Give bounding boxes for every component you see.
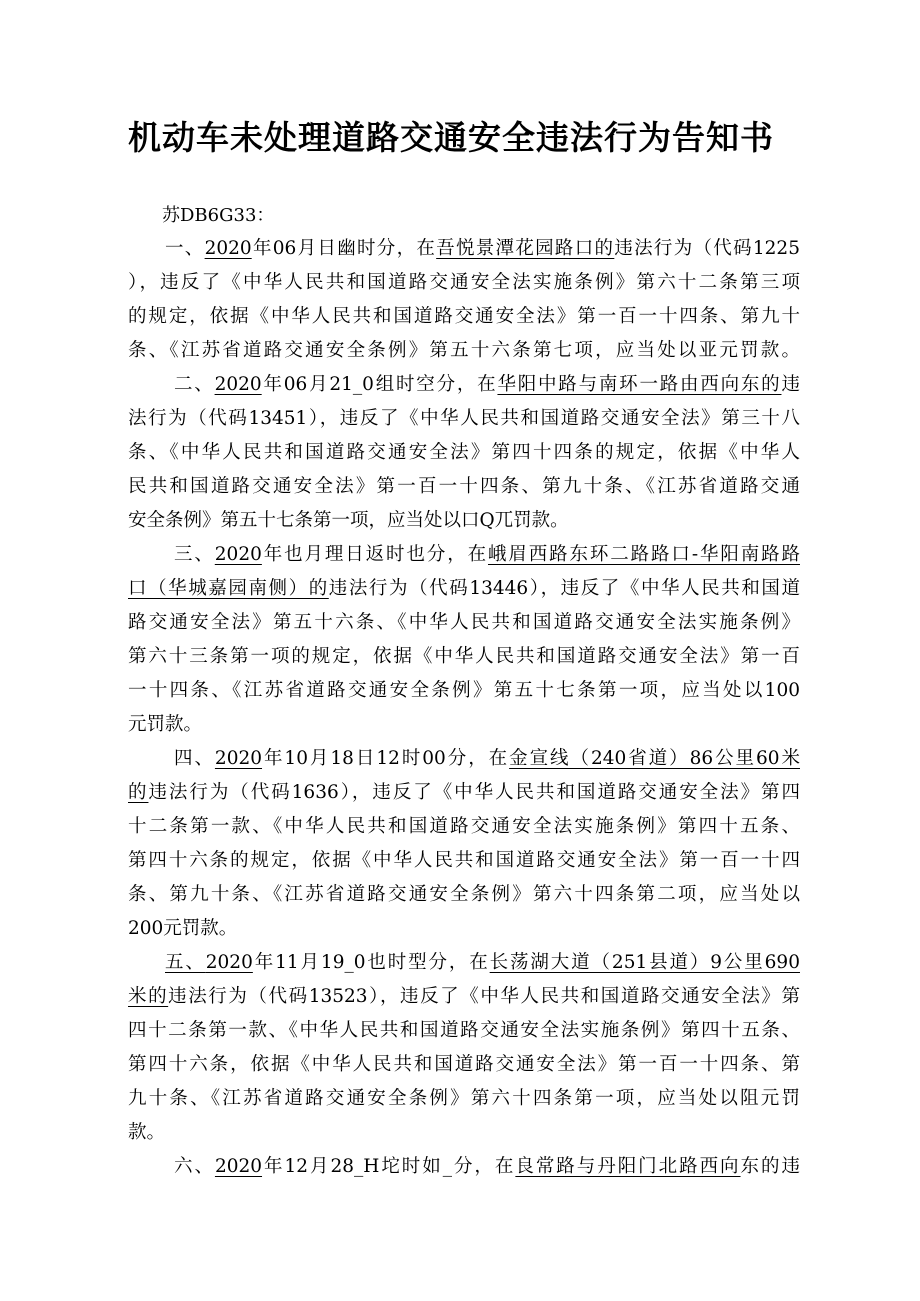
paragraph-line: ），违反了《中华人民共和国道路交通安全法实施条例》第六十二条第三项 [128,272,800,293]
year: 2020 [204,238,252,259]
item-second-line: 米的违法行为（代码13523），违反了《中华人民共和国道路交通安全法》第 [128,986,800,1007]
violation-location: 长荡湖大道（251县道）9公里690 [489,952,800,973]
year: 2020 [214,748,263,769]
item-first-line: 五、2020年11月19_0也时型分，在长荡湖大道（251县道）9公里690 [165,952,800,973]
year: 2020 [214,544,262,565]
paragraph-line: 四十二条第一款、《中华人民共和国道路交通安全法实施条例》第四十五条、 [128,1020,800,1041]
violation-location-cont: 米的 [128,986,169,1007]
paragraph-line: 款。 [128,1122,166,1143]
plate-number: 苏DB6G33： [162,205,275,226]
item-second-line: 的违法行为（代码1636），违反了《中华人民共和国道路交通安全法》第四 [128,782,800,803]
year: 2020 [214,374,262,395]
paragraph-line: 安全条例》第五十七条第一项，应当处以口Q兀罚款。 [128,510,569,531]
violation-item-2 [128,368,800,538]
violation-location-cont: 的 [128,782,149,803]
violation-item-6 [128,1150,800,1184]
violation-item-1 [128,232,800,368]
year: 2020 [214,1156,263,1177]
item-first-line: 二、2020年06月21_0组时空分，在华阳中路与南环一路由西向东的违 [174,374,800,395]
paragraph-line: 200元罚款。 [128,918,238,939]
violation-location-cont: 口（华城嘉园南侧）的 [128,578,329,599]
violation-item-5 [128,946,800,1150]
violation-item-3 [128,538,800,742]
paragraph-line: 路交通安全法》第五十六条、《中华人民共和国道路交通安全法实施条例》 [128,612,800,633]
violation-location: 金宣线（240省道）86公里60米 [509,748,800,769]
paragraph-line: 民共和国道路交通安全法》第一百一十四条、第九十条、《江苏省道路交通 [128,476,800,497]
violation-location: 良常路与丹阳门北路西向 [515,1156,741,1177]
item-first-line: 六、2020年12月28_H坨时如_分，在良常路与丹阳门北路西向东的违 [174,1156,800,1177]
violation-location: 华阳中路与南环一路由西向东的 [497,374,782,395]
paragraph-line: 的规定，依据《中华人民共和国道路交通安全法》第一百一十四条、第九十 [128,306,800,327]
item-first-line: 一、2020年06月日幽时分，在吾悦景潭花园路口的违法行为（代码1225 [165,238,800,259]
paragraph-line: 法行为（代码13451），违反了《中华人民共和国道路交通安全法》第三十八 [128,408,800,429]
paragraph-line: 九十条、《江苏省道路交通安全条例》第六十四条第一项，应当处以阻元罚 [128,1088,800,1109]
violation-item-4 [128,742,800,946]
item-second-line: 口（华城嘉园南侧）的违法行为（代码13446），违反了《中华人民共和国道 [128,578,800,599]
violation-location: 吾悦景潭花园路口的 [436,238,615,259]
paragraph-line: 第四十六条，依据《中华人民共和国道路交通安全法》第一百一十四条、第 [128,1054,800,1075]
paragraph-line: 十二条第一款、《中华人民共和国道路交通安全法实施条例》第四十五条、 [128,816,800,837]
item-first-line: 四、2020年10月18日12时00分，在金宣线（240省道）86公里60米 [174,748,800,769]
paragraph-line: 条、《中华人民共和国道路交通安全法》第四十四条的规定，依据《中华人 [128,442,800,463]
violation-location: 峨眉西路东环二路路口-华阳南路路 [487,544,800,565]
paragraph-line: 元罚款。 [128,714,203,735]
document-title: 机动车未处理道路交通安全违法行为告知书 [128,118,774,157]
item-first-line: 三、2020年也月理日返时也分，在峨眉西路东环二路路口-华阳南路路 [174,544,800,565]
paragraph-line: 一十四条、《江苏省道路交通安全条例》第五十七条第一项，应当处以100 [128,680,800,701]
paragraph-line: 条、《江苏省道路交通安全条例》第五十六条第七项，应当处以亚元罚款。 [128,340,800,361]
paragraph-line: 第六十三条第一项的规定，依据《中华人民共和国道路交通安全法》第一百 [128,646,800,667]
paragraph-line: 条、第九十条、《江苏省道路交通安全条例》第六十四条第二项，应当处以 [128,884,800,905]
paragraph-line: 第四十六条的规定，依据《中华人民共和国道路交通安全法》第一百一十四 [128,850,800,871]
year: 2020 [205,952,253,973]
